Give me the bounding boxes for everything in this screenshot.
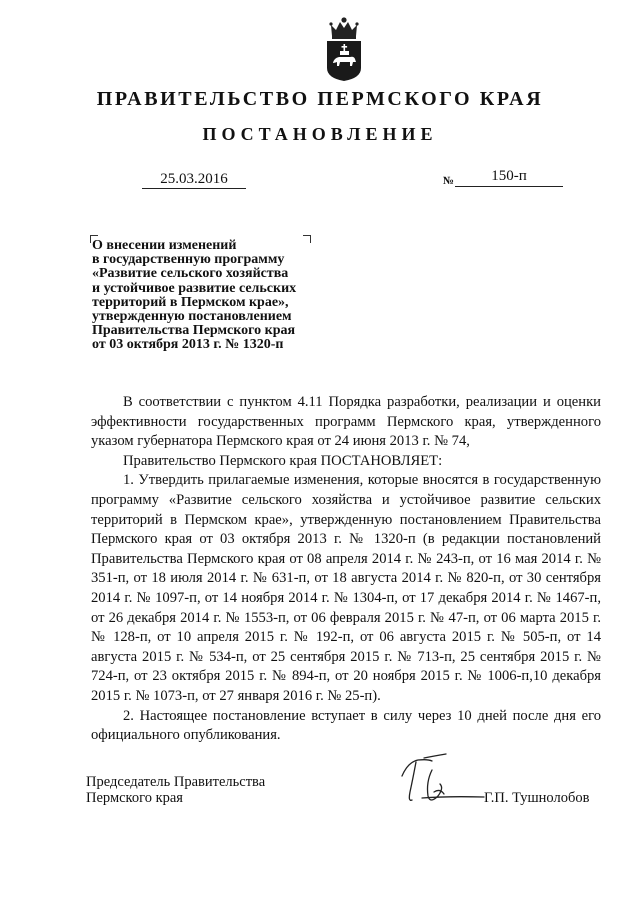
document-body <box>91 393 601 746</box>
signer-title-line: Председатель Правительства <box>86 774 266 790</box>
subject-line: утвержденную постановлением <box>92 309 292 325</box>
body-paragraph-preamble: В соответствии с пунктом 4.11 Порядка разработки, реализации и оценки эффективности государственных программ Пермского края, утвержденного указом губернатора Пермского края от 24 июня 2013 г. № 74, <box>91 394 601 450</box>
document-type: ПОСТАНОВЛЕНИЕ <box>202 124 438 144</box>
date-underline <box>142 188 246 189</box>
signer-title-line: Пермского края <box>86 789 183 806</box>
number-sign: № <box>443 175 455 187</box>
body-paragraph-item-1: 1. Утвердить прилагаемые изменения, которые вносятся в государственную программу «Развитие сельского хозяйства и устойчивое развитие сельских территорий в Пермском крае», утвержденную постановлением Правительства Пермского края от 03 октября 2013 г. № 1320-п (в редакции постановлений Правительства Пермского края от 08 апреля 2014 г. № 243-п, от 16 мая 2014 г. № 351-п, от 18 июля 2014 г. № 631-п, от 18 августа 2014 г. № 820-п, от 30 сентября 2014 г. № 1097-п, от 14 ноября 2014 г. № 1304-п, от 17 декабря 2014 г. № 1467-п, от 26 декабря 2014 г. № 1553-п, от 06 февраля 2015 г. № 47-п, от 06 марта 2015 г. № 128-п, от 10 апреля 2015 г. № 192-п, от 06 августа 2015 г. № 505-п, от 14 августа 2015 г. № 534-п, от 25 сентября 2015 г. № 713-п, 25 сентября 2015 г. № 724-п, от 23 октября 2015 г. № 894-п, от 20 ноября 2015 г. № 1006-п,10 декабря 2015 г. № 1073-п, от 27 января 2016 г. № 25-п). <box>91 472 601 704</box>
subject-line: О внесении изменений <box>92 238 237 253</box>
body-paragraph-item-2: 2. Настоящее постановление вступает в силу через 10 дней после дня его официального опубликования. <box>91 707 601 744</box>
subject-line: и устойчивое развитие сельских <box>92 280 297 296</box>
body-paragraph-resolves: Правительство Пермского края ПОСТАНОВЛЯЕТ: <box>123 452 443 469</box>
subject-line: в государственную программу <box>92 252 285 268</box>
document-number: 150-п <box>491 168 527 184</box>
subject-line: Правительства Пермского края <box>92 323 296 339</box>
perm-krai-coat-of-arms-icon <box>325 16 363 82</box>
signer-title <box>86 775 265 806</box>
government-title: ПРАВИТЕЛЬСТВО ПЕРМСКОГО КРАЯ <box>96 88 544 110</box>
number-underline <box>455 186 563 187</box>
handwritten-signature-icon <box>388 748 498 818</box>
subject-line: «Развитие сельского хозяйства <box>92 266 289 282</box>
document-subject <box>92 239 322 353</box>
subject-line: от 03 октября 2013 г. № 1320-п <box>92 337 284 353</box>
signer-name: Г.П. Тушнолобов <box>484 790 590 806</box>
document-date: 25.03.2016 <box>160 171 228 187</box>
subject-line: территорий в Пермском крае», <box>92 294 289 310</box>
